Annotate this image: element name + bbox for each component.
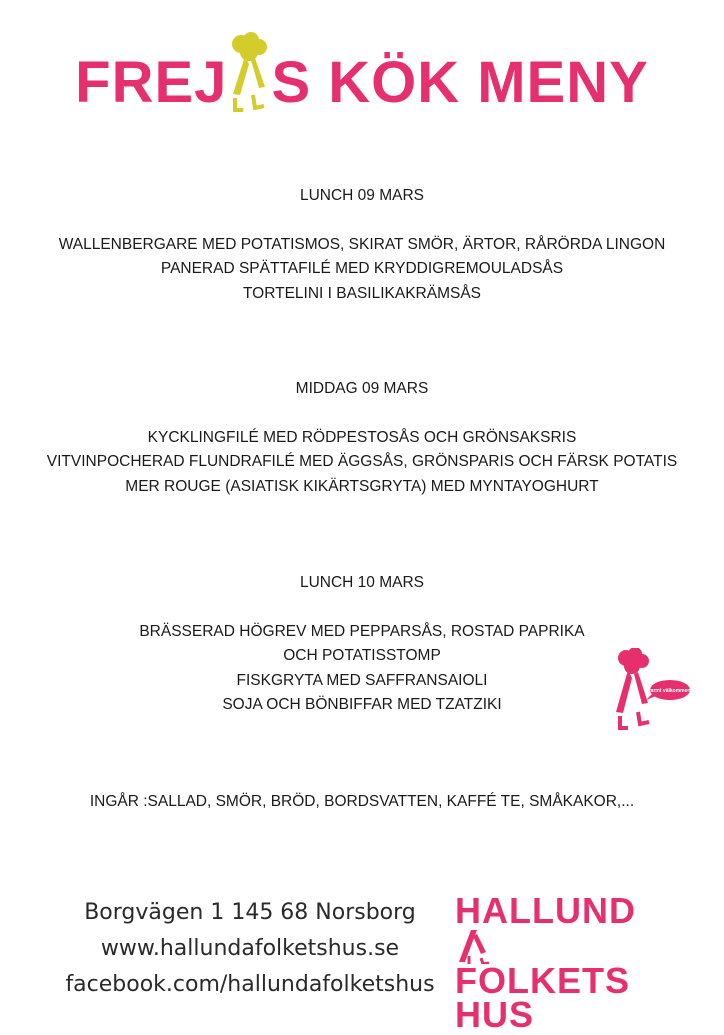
included-text <box>0 790 724 815</box>
hallunda-folkets-hus-logo <box>455 890 636 1035</box>
facebook-link[interactable]: facebook.com/hallundafolketshus <box>65 972 435 997</box>
dinner-1-heading: MIDDAG 09 MARS <box>295 380 429 397</box>
menu-title <box>0 52 724 114</box>
lunch-2-heading: LUNCH 10 MARS <box>299 574 425 591</box>
address-text: Borgvägen 1 145 68 Norsborg <box>84 900 416 925</box>
dinner-1-item: KYCKLINGFILÉ MED RÖDPESTOSÅS OCH GRÖNSAKSRIS <box>147 428 577 446</box>
lunch-2-item: SOJA OCH BÖNBIFFAR MED TZATZIKI <box>222 696 502 713</box>
included-line: INGÅR :SALLAD, SMÖR, BRÖD, BORDSVATTEN, KAFFÉ TE, SMÅKAKOR,... <box>89 793 635 810</box>
lunch-section-1 <box>0 184 724 306</box>
bubble-text: varmt välkommen! <box>647 688 692 694</box>
mascot-pink-icon <box>612 648 692 738</box>
footer-address-block <box>40 895 460 1003</box>
title-part-1: FREJ <box>75 50 228 115</box>
lunch-1-heading: LUNCH 09 MARS <box>299 187 425 204</box>
website-link[interactable]: www.hallundafolketshus.se <box>100 936 400 961</box>
dinner-1-item: MER ROUGE (ASIATISK KIKÄRTSGRYTA) MED MYNTAYOGHURT <box>125 477 599 495</box>
dinner-1-item: VITVINPOCHERAD FLUNDRAFILÉ MED ÄGGSÅS, GRÖNSPARIS OCH FÄRSK POTATIS <box>46 453 678 470</box>
lunch-1-item: WALLENBERGARE MED POTATISMOS, SKIRAT SMÖR, ÄRTOR, RÅRÖRDA LINGON <box>58 235 666 253</box>
logo-line-3: HUS <box>455 994 535 1035</box>
mascot-yellow-icon <box>227 32 271 94</box>
logo-a-mascot-icon <box>455 928 495 964</box>
lunch-2-item: BRÄSSERAD HÖGREV MED PEPPARSÅS, ROSTAD PAPRIKA <box>139 622 585 640</box>
logo-line-2: FOLKETS <box>455 960 630 1001</box>
lunch-2-item: OCH POTATISSTOMP <box>283 647 441 664</box>
title-part-2: S KÖK MENY <box>271 50 649 115</box>
lunch-1-item: PANERAD SPÄTTAFILÉ MED KRYDDIGREMOULADSÅS <box>160 260 564 277</box>
logo-line-1: HALLUND <box>455 890 636 931</box>
dinner-section-1 <box>0 377 724 499</box>
lunch-2-item: FISKGRYTA MED SAFFRANSAIOLI <box>236 671 488 689</box>
lunch-1-item: TORTELINI I BASILIKAKRÄMSÅS <box>242 284 482 302</box>
